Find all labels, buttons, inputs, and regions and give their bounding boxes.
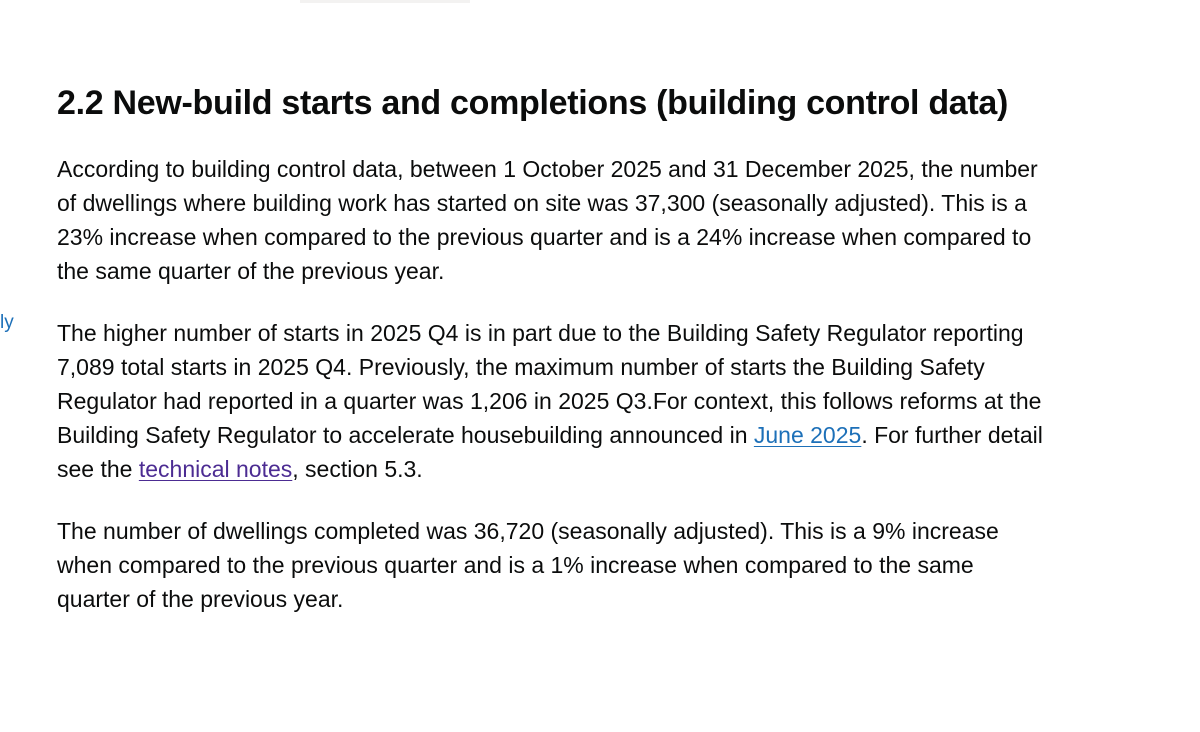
paragraph-text-part3: , section 5.3. bbox=[292, 456, 423, 482]
paragraph-completions: The number of dwellings completed was 36,720 (seasonally adjusted). This is a 9% increase when compared to the previous quarter and is a 1% increase when compared to the same quarter of the previous year. bbox=[57, 518, 999, 612]
main-content bbox=[57, 82, 1047, 644]
sidebar-nav-link-fragment[interactable]: ly bbox=[0, 312, 14, 333]
technical-notes-link[interactable]: technical notes bbox=[138, 456, 293, 482]
paragraph-text-part1: The higher number of starts in 2025 Q4 is in part due to the Building Safety Regulator reporting 7,089 total starts in 2025 Q4. Previously, the maximum number of starts the Building Safety Regulator had reported in a quarter was 1,206 in 2025 Q3.For context, this follows reforms at the Building Safety Regulator to accelerate housebuilding announced in bbox=[57, 320, 1042, 448]
paragraph-building-safety-regulator bbox=[57, 316, 1047, 486]
section-heading: 2.2 New-build starts and completions (building control data) bbox=[57, 84, 1009, 122]
paragraph-text-part2: . For further detail see the bbox=[57, 422, 1043, 482]
top-divider bbox=[300, 0, 470, 3]
paragraph-starts: According to building control data, between 1 October 2025 and 31 December 2025, the number of dwellings where building work has started on site was 37,300 (seasonally adjusted). This is a 23% increase when compared to the previous quarter and is a 24% increase when compared to the same quarter of the previous year. bbox=[57, 156, 1038, 284]
june-2025-link[interactable]: June 2025 bbox=[753, 422, 862, 448]
